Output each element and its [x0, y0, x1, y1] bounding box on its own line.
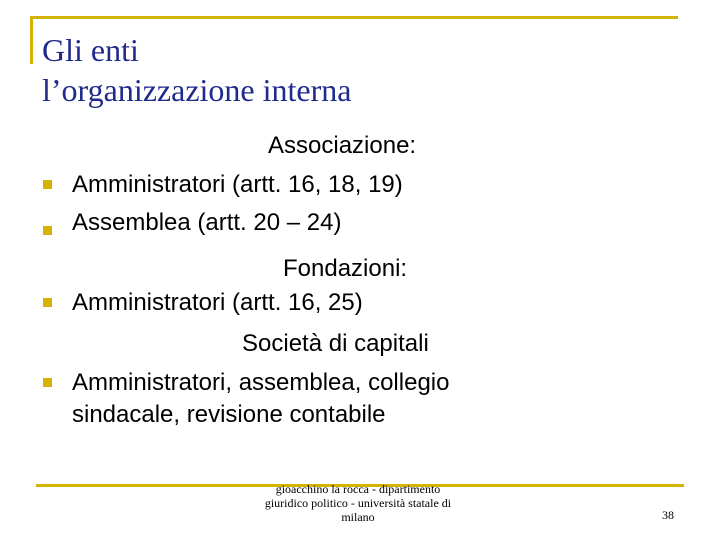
- page-number: 38: [662, 508, 674, 522]
- bullet-square-icon: [43, 378, 52, 387]
- list-item-organi-societa-line-1: Amministratori, assemblea, collegio: [72, 369, 450, 396]
- footer-line-1: gioacchino la rocca - dipartimento: [275, 482, 441, 496]
- title-line-1: Gli enti: [42, 32, 139, 68]
- list-item-amministratori-associazione: Amministratori (artt. 16, 18, 19): [72, 171, 403, 198]
- bullet-square-icon: [43, 226, 52, 235]
- heading-societa-di-capitali: Società di capitali: [242, 330, 429, 357]
- bullet-square-icon: [43, 298, 52, 307]
- bullet-square-icon: [43, 180, 52, 189]
- heading-associazione: Associazione:: [268, 132, 417, 159]
- heading-fondazioni: Fondazioni:: [283, 255, 408, 282]
- title-line-2: l’organizzazione interna: [42, 72, 352, 108]
- footer-line-3: milano: [341, 510, 375, 524]
- footer-line-2: giuridico politico - università statale di: [264, 496, 452, 510]
- footer-author: [250, 482, 466, 524]
- list-item-assemblea: Assemblea (artt. 20 – 24): [72, 209, 342, 236]
- list-item-amministratori-fondazioni: Amministratori (artt. 16, 25): [72, 289, 363, 316]
- list-item-organi-societa-line-2: sindacale, revisione contabile: [72, 401, 386, 428]
